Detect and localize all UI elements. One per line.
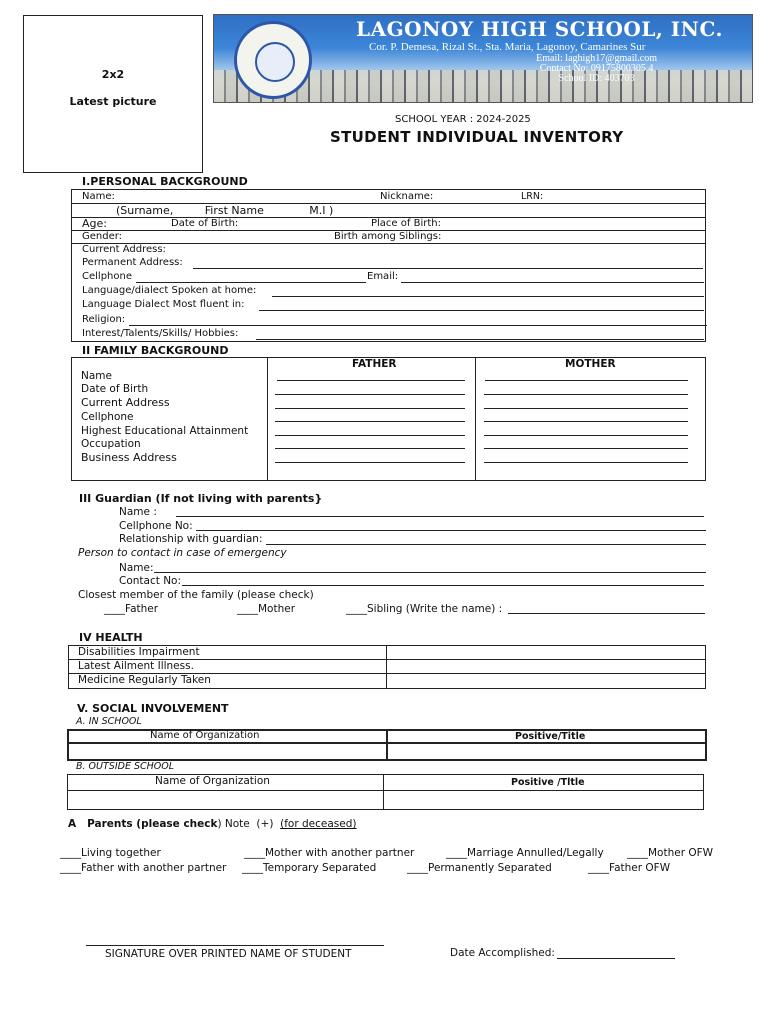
- father-education-field[interactable]: [275, 435, 465, 436]
- parents-note: ) Note (+): [217, 818, 281, 830]
- in-school-org-field[interactable]: [70, 745, 384, 759]
- family-row-occupation: Occupation: [81, 438, 141, 450]
- name-label: Name:: [82, 191, 115, 202]
- pob-label: Place of Birth:: [371, 218, 441, 229]
- health-disabilities-field[interactable]: [388, 646, 704, 658]
- in-school-org-header: Name of Organization: [150, 730, 260, 741]
- closest-father-option[interactable]: ____Father: [104, 603, 159, 615]
- in-school-pos-field[interactable]: [390, 745, 704, 759]
- mother-cellphone-field[interactable]: [484, 421, 688, 422]
- cellphone-field[interactable]: [136, 282, 366, 283]
- photo-box: [23, 15, 203, 173]
- father-address-field[interactable]: [275, 408, 465, 409]
- school-email: Email: laghigh17@gmail.com: [536, 53, 657, 64]
- current-address-label: Current Address:: [82, 244, 166, 255]
- date-accomplished-label: Date Accomplished:: [450, 947, 555, 959]
- interests-label: Interest/Talents/Skills/ Hobbies:: [82, 328, 239, 339]
- language-fluent-label: Language Dialect Most fluent in:: [82, 299, 245, 310]
- date-accomplished-field[interactable]: [557, 958, 675, 959]
- mother-business-field[interactable]: [484, 462, 688, 463]
- health-medicine-field[interactable]: [388, 674, 704, 686]
- health-ailment-field[interactable]: [388, 660, 704, 672]
- parents-option-father-partner[interactable]: ____Father with another partner: [60, 862, 227, 874]
- in-school-label: A. IN SCHOOL: [76, 716, 142, 727]
- father-occupation-field[interactable]: [275, 448, 465, 449]
- family-row-education: Highest Educational Attainment: [81, 425, 249, 437]
- school-info: [536, 54, 657, 84]
- signature-label: SIGNATURE OVER PRINTED NAME OF STUDENT: [105, 948, 352, 960]
- family-row-cellphone: Cellphone: [81, 411, 134, 423]
- email-label: Email:: [367, 271, 399, 282]
- family-header: II FAMILY BACKGROUND: [82, 344, 229, 357]
- family-row-dob: Date of Birth: [81, 383, 149, 395]
- parents-option-temporary[interactable]: ____Temporary Separated: [242, 862, 377, 874]
- emergency-name-field[interactable]: [154, 572, 706, 573]
- emergency-contact-label: Person to contact in case of emergency: [78, 547, 287, 559]
- school-year: SCHOOL YEAR : 2024-2025: [395, 114, 531, 125]
- guardian-cellphone-field[interactable]: [196, 530, 706, 531]
- health-header: IV HEALTH: [79, 631, 143, 644]
- mother-occupation-field[interactable]: [484, 448, 688, 449]
- father-dob-field[interactable]: [275, 394, 465, 395]
- emergency-contact-field[interactable]: [182, 585, 704, 586]
- school-seal-icon: [234, 21, 312, 99]
- name-parts-label: (Surname, First Name M.I ): [116, 204, 334, 217]
- school-banner: [213, 14, 753, 103]
- outside-pos-header: Positive /Tltle: [511, 777, 585, 788]
- mother-name-field[interactable]: [485, 380, 688, 381]
- emergency-contact-no-label: Contact No:: [119, 575, 182, 587]
- religion-label: Religion:: [82, 314, 126, 325]
- father-cellphone-field[interactable]: [275, 421, 465, 422]
- photo-caption: Latest picture: [69, 95, 157, 108]
- health-row-medicine: Medicine Regularly Taken: [78, 674, 211, 686]
- language-fluent-field[interactable]: [259, 310, 704, 311]
- guardian-name-label: Name :: [119, 506, 157, 518]
- closest-sibling-option[interactable]: ____Sibling (Write the name) :: [346, 603, 503, 615]
- dob-label: Date of Birth:: [171, 218, 239, 229]
- school-contact: Contact No: 09175800305 4: [539, 63, 654, 74]
- guardian-relationship-label: Relationship with guardian:: [119, 533, 263, 545]
- form-title: STUDENT INDIVIDUAL INVENTORY: [330, 128, 624, 146]
- language-home-field[interactable]: [272, 296, 704, 297]
- father-name-field[interactable]: [277, 380, 465, 381]
- interests-field[interactable]: [256, 339, 704, 340]
- outside-pos-field[interactable]: [386, 792, 702, 808]
- mother-column-header: MOTHER: [565, 358, 616, 370]
- birth-order-label: Birth among Siblings:: [334, 231, 442, 242]
- father-business-field[interactable]: [275, 462, 465, 463]
- parents-header: A Parents (please check: [68, 818, 218, 830]
- parents-option-permanent[interactable]: ____Permanently Separated: [407, 862, 552, 874]
- permanent-address-field[interactable]: [193, 268, 703, 269]
- father-column-header: FATHER: [352, 358, 397, 370]
- mother-dob-field[interactable]: [484, 394, 688, 395]
- parents-option-mother-ofw[interactable]: ____Mother OFW: [627, 847, 714, 859]
- closest-member-label: Closest member of the family (please check): [78, 589, 314, 601]
- parents-option-living-together[interactable]: ____Living together: [60, 847, 161, 859]
- in-school-pos-header: Positive/Title: [515, 731, 586, 742]
- personal-header: I.PERSONAL BACKGROUND: [82, 175, 248, 188]
- social-header: V. SOCIAL INVOLVEMENT: [77, 702, 229, 715]
- language-home-label: Language/dialect Spoken at home:: [82, 285, 257, 296]
- parents-header-line: [68, 818, 356, 830]
- health-row-disabilities: Disabilities Impairment: [78, 646, 200, 658]
- family-row-address: Current Address: [81, 396, 170, 409]
- lrn-label: LRN:: [521, 191, 544, 202]
- permanent-address-label: Permanent Address:: [82, 257, 183, 268]
- school-address: Cor. P. Demesa, Rizal St., Sta. Maria, Lagonoy, Camarines Sur: [369, 41, 646, 53]
- closest-mother-option[interactable]: ____Mother: [237, 603, 296, 615]
- outside-school-label: B. OUTSIDE SCHOOL: [76, 761, 175, 772]
- email-field[interactable]: [401, 282, 704, 283]
- outside-org-field[interactable]: [70, 792, 381, 808]
- guardian-header: III Guardian (If not living with parents}: [79, 492, 323, 505]
- guardian-cellphone-label: Cellphone No:: [119, 520, 193, 532]
- outside-org-header: Name of Organization: [155, 775, 270, 787]
- family-row-business: Business Address: [81, 451, 177, 464]
- parents-option-father-ofw[interactable]: ____Father OFW: [588, 862, 671, 874]
- parents-option-annulled[interactable]: ____Marriage Annulled/Legally: [446, 847, 604, 859]
- photo-size: 2x2: [101, 68, 125, 81]
- nickname-label: Nickname:: [380, 191, 434, 202]
- signature-line[interactable]: [86, 945, 384, 946]
- parents-deceased: (for deceased): [280, 818, 357, 830]
- school-id: School ID: 403703: [558, 73, 635, 84]
- health-row-ailment: Latest Ailment Illness.: [78, 660, 194, 672]
- guardian-relationship-field[interactable]: [266, 544, 706, 545]
- guardian-name-field[interactable]: [176, 516, 704, 517]
- mother-address-field[interactable]: [484, 408, 688, 409]
- mother-education-field[interactable]: [484, 435, 688, 436]
- school-name: LAGONOY HIGH SCHOOL, INC.: [356, 17, 723, 41]
- parents-option-mother-partner[interactable]: ____Mother with another partner: [244, 847, 415, 859]
- gender-label: Gender:: [82, 231, 123, 242]
- religion-field[interactable]: [129, 325, 707, 326]
- emergency-name-label: Name:: [119, 562, 154, 574]
- family-row-name: Name: [81, 370, 112, 382]
- age-label: Age:: [82, 217, 107, 230]
- sibling-name-field[interactable]: [508, 613, 705, 614]
- cellphone-label: Cellphone: [82, 271, 132, 282]
